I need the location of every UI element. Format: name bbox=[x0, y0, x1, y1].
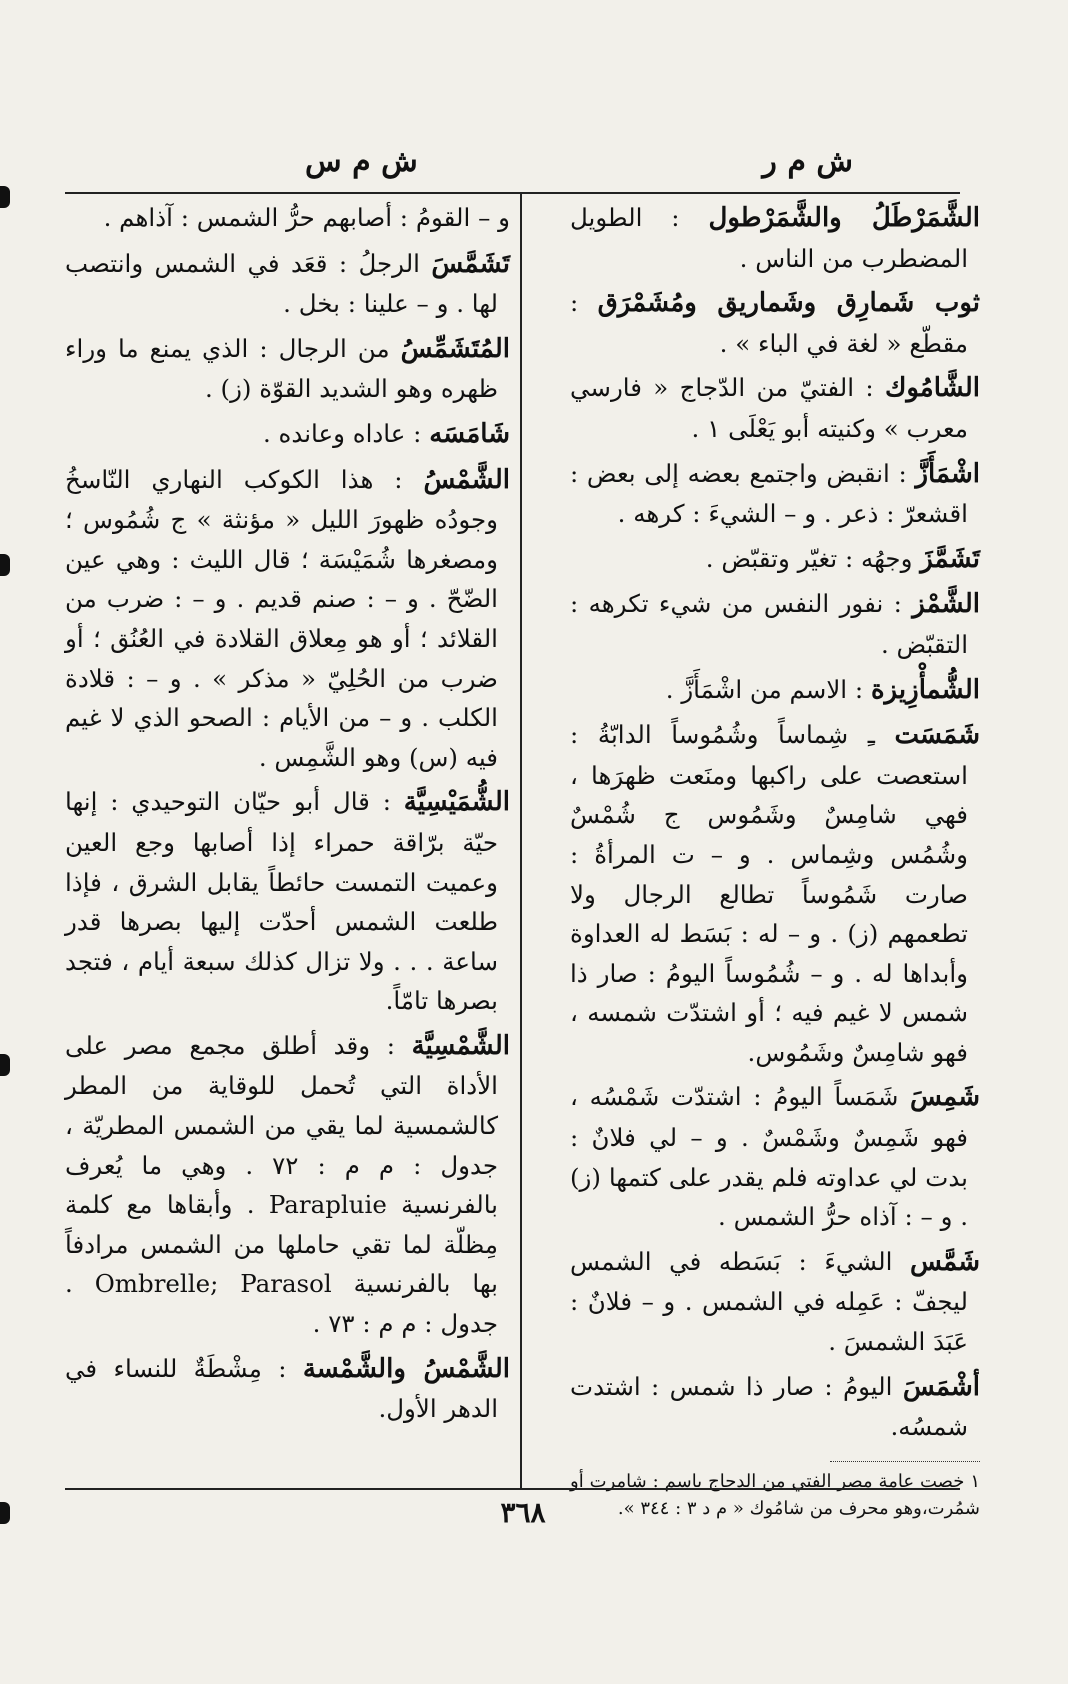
scan-mark bbox=[0, 1502, 10, 1524]
footnote: ١ خصت عامة مصر الفتي من الدجاج باسم : شامرت أو شمُرت،وهو محرف من شامُوك « م د ٣ : ٣٤٤ ». bbox=[570, 1470, 980, 1519]
definition: : الطويل المضطرب من الناس . bbox=[570, 203, 968, 273]
top-rule bbox=[65, 192, 960, 194]
headword: أشْمَسَ bbox=[902, 1371, 980, 1402]
headword: الشَّمْز bbox=[912, 589, 980, 620]
headword: المُتَشَمِّسُ bbox=[400, 333, 510, 364]
entry bbox=[570, 1242, 980, 1362]
entry bbox=[570, 670, 980, 711]
headword: الشُّمَيْسِيَّة bbox=[403, 787, 510, 818]
entry bbox=[570, 715, 980, 1072]
entry bbox=[570, 539, 980, 580]
definition: من الرجال : الذي يمنع ما وراء ظهره وهو الشديد القوّة (ز) . bbox=[65, 333, 498, 404]
entry bbox=[570, 198, 980, 278]
headword: الشَّامُوك bbox=[884, 373, 980, 404]
page-number: ٣٦٨ bbox=[500, 1496, 546, 1529]
header-root-right: ش م ر bbox=[762, 144, 853, 179]
definition: وجهُه : تغيّر وتقبّض . bbox=[705, 543, 921, 573]
headword: تَشَمَّسَ bbox=[431, 248, 510, 279]
definition: ـِ شِماساً وشُمُوساً الدابّةُ : استعصت على راكبها ومنَعت ظهرَها ، فهي شامِسٌ وشَمُوس ج شُمْسٌ وشُمُس وشِماس . و – ت المرأةُ : صارت شَمُوساً تطالع الرجال ولا تطعمهم (ز) . و – له : بَسَط له العداوة وأبداها له . و – شُمُوساً اليومُ : صار ذا شمس لا غيم فيه ؛ أو اشتدّت شمسه ، فهو شامِسٌ وشَمُوس. bbox=[570, 720, 968, 1067]
definition: الشيءَ : بَسَطه في الشمس ليجفّ : عَمِله في الشمس . و – فلانٌ : عَبَدَ الشمسَ . bbox=[570, 1246, 968, 1357]
definition: و – القومُ : أصابهم حرُّ الشمس : آذاهم . bbox=[103, 203, 510, 232]
entry bbox=[65, 460, 510, 778]
entry bbox=[570, 368, 980, 448]
scan-mark bbox=[0, 186, 10, 208]
entry bbox=[65, 1349, 510, 1429]
headword: شَمِسَ bbox=[910, 1082, 980, 1113]
entry bbox=[570, 454, 980, 534]
definition: : انقبض واجتمع بعضه إلى بعض : اقشعرّ : ذعر . و – الشيءَ : كرهه . bbox=[570, 458, 968, 529]
headword: الشَّمْسِيَّة bbox=[411, 1030, 510, 1061]
definition: شَمَساً اليومُ : اشتدّت شَمْسُه ، فهو شَمِسٌ وشَمْسٌ . و – لي فلانٌ : بدت لي عداوته فلم يقدر على كتمها (ز) . و – : آذاه حرُّ الشمس . bbox=[570, 1082, 968, 1232]
column-divider bbox=[520, 192, 522, 1488]
headword: اشْمَأَزَّ bbox=[915, 458, 980, 489]
definition: : هذا الكوكب النهاري النّاسخُ وجودُه ظهورَ الليل « مؤنثة » ج شُمُوس ؛ ومصغرها شُمَيْسَة ؛ قال الليث : وهي عين الضّحّ . و – : صنم قديم . و – : ضرب من القلائد ؛ أو هو مِعلاق القلادة في العُنُق ؛ أو ضرب من الحُلِيّ « مذكر » . و – : قلادة الكلب . و – من الأيام : الصحو الذي لا غيم فيه (س) وهو الشَّمِس . bbox=[65, 464, 498, 772]
definition: اليومُ : صار ذا شمس : اشتدت شمسُه. bbox=[570, 1371, 968, 1442]
entry bbox=[570, 584, 980, 664]
scan-mark bbox=[0, 1054, 10, 1076]
entry bbox=[65, 244, 510, 324]
definition: : مِشْطَةٌ للنساء في الدهر الأول. bbox=[65, 1353, 498, 1424]
headword: ثوب شَمارِق وشَماريق ومُشَمْرَق bbox=[597, 288, 980, 319]
right-column bbox=[570, 198, 980, 1522]
headword: الشَّمْسُ والشَّمْسة bbox=[302, 1353, 511, 1384]
footnote-rule bbox=[830, 1461, 980, 1462]
entry bbox=[65, 414, 510, 455]
headword: تَشَمَّزَ bbox=[920, 543, 980, 574]
headword: الشُّمأْزِيزة bbox=[870, 674, 980, 705]
definition: الرجلُ : قعَد في الشمس وانتصب لها . و – علينا : بخل . bbox=[65, 248, 498, 319]
headword: شَمَسَت bbox=[894, 720, 980, 751]
definition: : الاسم من اشْمَأَزَّ . bbox=[665, 674, 871, 704]
definition: : مقطّع « لغة في الباء » . bbox=[570, 288, 968, 358]
scan-mark bbox=[0, 554, 10, 576]
header-root-left: ش م س bbox=[305, 144, 418, 179]
definition: : عاداه وعانده . bbox=[262, 418, 430, 448]
entry bbox=[570, 283, 980, 363]
headword: الشَّمْسُ bbox=[423, 464, 510, 495]
entry bbox=[570, 1367, 980, 1447]
headword: الشَّمَرْطَلُ والشَّمَرْطول bbox=[708, 203, 980, 233]
definition: : قال أبو حيّان التوحيدي : إنها حيّة برّاقة حمراء إذا أصابها وجع العين وعميت التمست حائطاً يقابل الشرق ، فإذا طلعت الشمس أحدّت إليها بصرها قدر ساعة . . . ولا تزال كذلك سبعة أيام ، فتجد بصرها تامّاً. bbox=[65, 787, 498, 1016]
entry bbox=[65, 782, 510, 1021]
headword: شَامَسَه bbox=[429, 418, 510, 449]
left-column bbox=[65, 198, 510, 1434]
entry bbox=[65, 329, 510, 409]
entry bbox=[570, 1077, 980, 1236]
definition: : وقد أطلق مجمع مصر على الأداة التي تُحمل للوقاية من المطر كالشمسية لما يقي من الشمس المطريّة ، جدول : م م : ٧٢ . وهي ما يُعرف بالفرنسية Parapluie . وأبقاها مع كلمة مِظلّة لما تقي حاملها من الشمس مرادفاً بها بالفرنسية Ombrelle; Parasol . جدول : م م : ٧٣ . bbox=[65, 1030, 498, 1339]
definition: : نفور النفس من شيء تكرهه : التقبّض . bbox=[570, 589, 968, 659]
headword: شَمَّس bbox=[910, 1246, 980, 1277]
entry bbox=[65, 1026, 510, 1344]
entry bbox=[65, 198, 510, 239]
definition: : الفتيّ من الدّجاج « فارسي معرب » وكنيته أبو يَعْلَى ١ . bbox=[570, 373, 968, 443]
bottom-rule bbox=[65, 1488, 960, 1490]
